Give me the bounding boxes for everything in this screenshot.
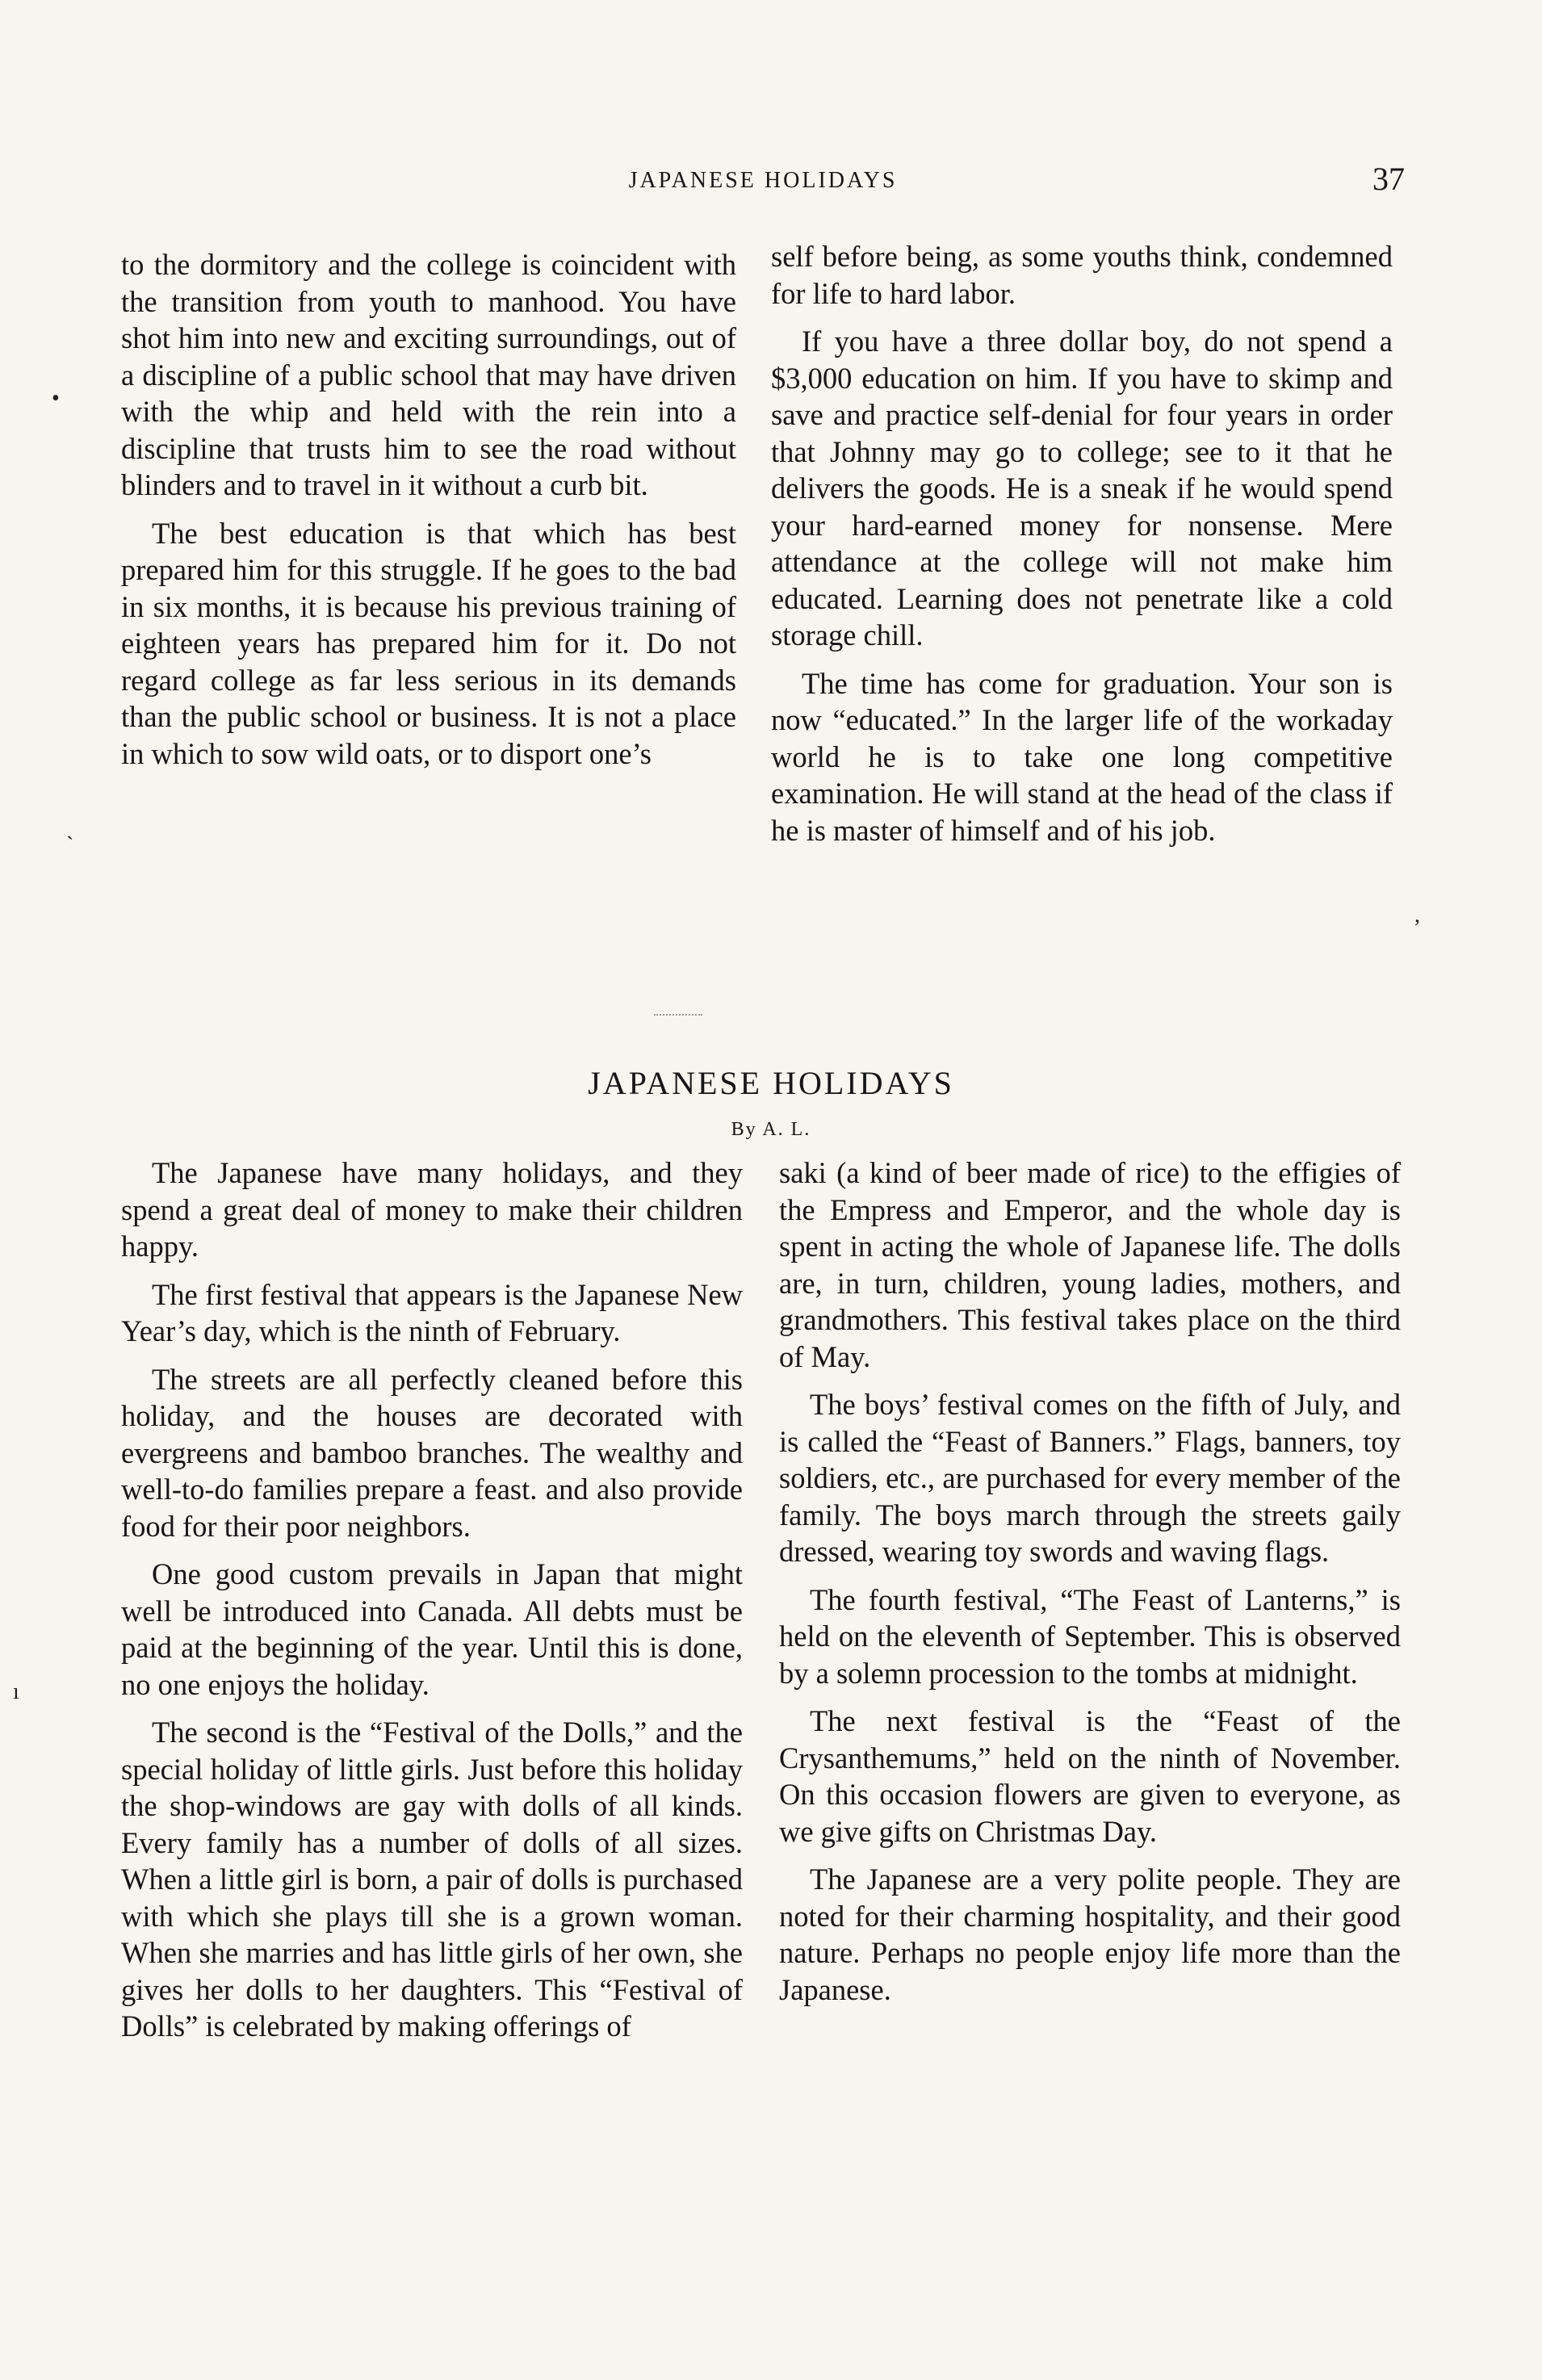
paragraph: The first festival that appears is the Japanese New Year’s day, which is the ninth of February. xyxy=(121,1277,743,1347)
page-number: 37 xyxy=(1372,161,1405,197)
paragraph: The fourth festival, “The Feast of Lanterns,” is held on the eleventh of September. This is observed by a solemn procession to the tombs at midnight. xyxy=(779,1582,1401,1690)
paragraph: The streets are all perfectly cleaned before this holiday, and the houses are decorated with evergreens and bamboo branches. The wealthy and well-to-do families prepare a feast. and also provide food for their poor neighbors. xyxy=(121,1362,743,1543)
paragraph: The best education is that which has best prepared him for this struggle. If he goes to the bad in six months, it is because his previous training of eighteen years has prepared him for it. Do not regard college as far less serious in its demands than the public school or business. It is not a place in which to sow wild oats, or to disport one’s xyxy=(121,516,736,770)
margin-speck-mark: • xyxy=(52,386,60,411)
running-title: JAPANESE HOLIDAYS xyxy=(628,168,898,193)
section-separator xyxy=(654,1014,702,1016)
paragraph: The Japanese have many holidays, and they spend a great deal of money to make their children happy. xyxy=(121,1156,743,1263)
top-article-left-column xyxy=(121,246,736,783)
article-right-column xyxy=(779,1154,1401,2019)
margin-speck-mark: ˎ xyxy=(66,815,74,840)
paragraph: The Japanese are a very polite people. They are noted for their charming hospitality, and their good nature. Perhaps no people enjoy life more than the Japanese. xyxy=(779,1863,1401,2006)
paragraph: to the dormitory and the college is coincident with the transition from youth to manhood. You have shot him into new and exciting surroundings, out of a discipline of a public school that may have driven with the whip and held with the rein into a discipline that trusts him to see the road without blinders and to travel in it without a curb bit. xyxy=(121,248,736,501)
running-header xyxy=(121,160,1405,200)
paragraph: One good custom prevails in Japan that might well be introduced into Canada. All debts must be paid at the beginning of the year. Until this is done, no one enjoys the holiday. xyxy=(121,1557,743,1701)
margin-speck-mark: ı xyxy=(13,1679,19,1704)
paragraph: The time has come for graduation. Your son is now “educated.” In the larger life of the workaday world he is to take one long competitive examination. He will stand at the head of the class if he is master of himself and of his job. xyxy=(771,666,1393,847)
paragraph: The second is the “Festival of the Dolls,” and the special holiday of little girls. Just before this holiday the shop-windows are gay with dolls of all kinds. Every family has a number of dolls of all sizes. When a little girl is born, a pair of dolls is purchased with which she plays till she is a grown woman. When she marries and has little girls of her own, she gives her dolls to her daughters. This “Festival of Dolls” is celebrated by making offerings of xyxy=(121,1716,743,2043)
article-title: JAPANESE HOLIDAYS xyxy=(588,1065,954,1101)
article-left-column xyxy=(121,1154,743,2056)
paragraph: If you have a three dollar boy, do not spend a $3,000 education on him. If you have to skimp and save and practice self-denial for four years in order that Johnny may go to college; see to it that he delivers the goods. He is a sneak if he would spend your hard-earned money for nonsense. Mere attendance at the college will not make him educated. Learning does not penetrate like a cold storage chill. xyxy=(771,325,1393,652)
article-byline: By A. L. xyxy=(731,1119,811,1140)
margin-speck-mark: , xyxy=(1414,903,1420,928)
paragraph: The next festival is the “Feast of the Crysanthemums,” held on the ninth of November. On this occasion flowers are given to everyone, as we give gifts on Christmas Day. xyxy=(779,1704,1401,1848)
paragraph: saki (a kind of beer made of rice) to the effigies of the Empress and Emperor, and the whole day is spent in acting the whole of Japanese life. The dolls are, in turn, children, young ladies, mothers, and grandmothers. This festival takes place on the third of May. xyxy=(779,1156,1401,1373)
paragraph: The boys’ festival comes on the fifth of July, and is called the “Feast of Banners.” Flags, banners, toy soldiers, etc., are purchased for every member of the family. The boys march through the streets gaily dressed, wearing toy swords and waving flags. xyxy=(779,1388,1401,1568)
paragraph: self before being, as some youths think, condemned for life to hard labor. xyxy=(771,240,1393,310)
top-article-right-column xyxy=(771,238,1393,860)
